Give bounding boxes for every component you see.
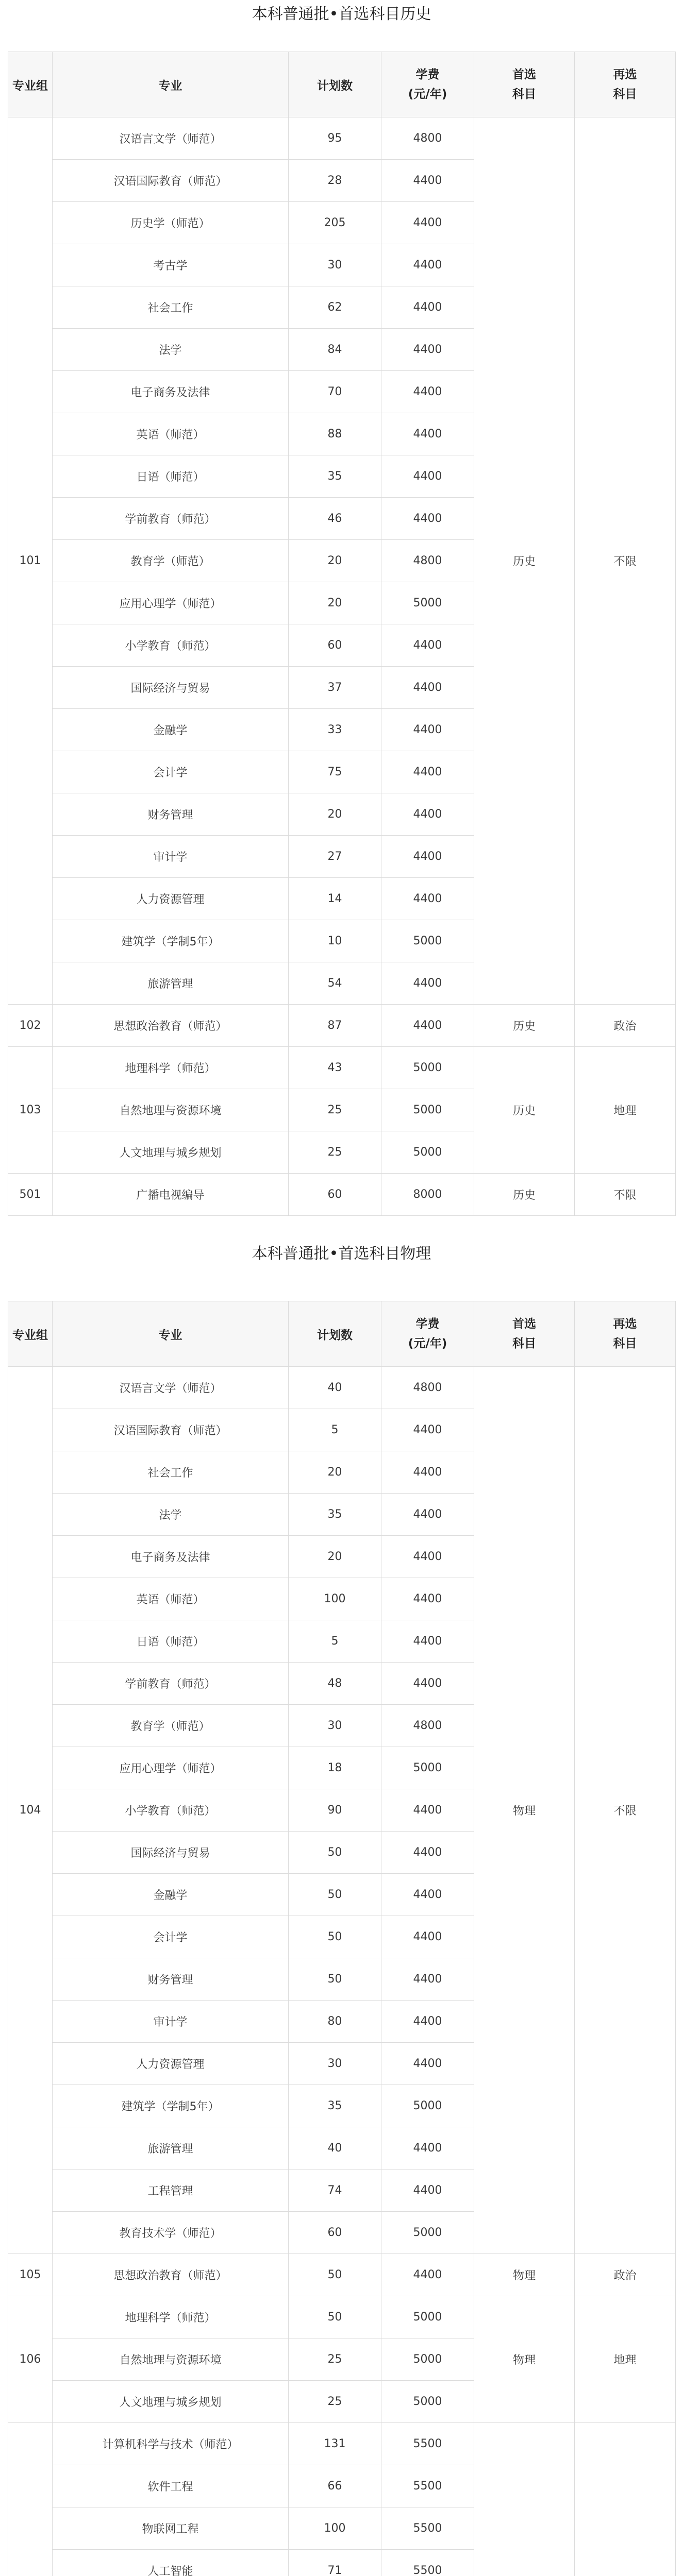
plan-count-cell: 46 xyxy=(289,498,381,540)
major-cell: 金融学 xyxy=(53,709,289,751)
tuition-cell: 5000 xyxy=(381,2212,474,2254)
tuition-cell: 4400 xyxy=(381,793,474,836)
first-subject-cell: 历史 xyxy=(474,1047,575,1174)
first-subject-cell: 历史 xyxy=(474,1174,575,1216)
header-re-line1: 再选 xyxy=(613,1317,637,1331)
plan-count-cell: 20 xyxy=(289,1451,381,1494)
tuition-cell: 4400 xyxy=(381,1916,474,1958)
header-re-line2: 科目 xyxy=(613,88,637,101)
table-row xyxy=(8,1005,676,1047)
tuition-cell: 5000 xyxy=(381,1131,474,1174)
major-cell: 金融学 xyxy=(53,1874,289,1916)
major-cell: 小学教育（师范） xyxy=(53,1789,289,1832)
major-cell: 人文地理与城乡规划 xyxy=(53,1131,289,1174)
plan-count-cell: 43 xyxy=(289,1047,381,1089)
tuition-cell: 4400 xyxy=(381,286,474,329)
tuition-cell: 4400 xyxy=(381,202,474,244)
tuition-cell: 5000 xyxy=(381,582,474,624)
major-cell: 会计学 xyxy=(53,1916,289,1958)
plan-count-cell: 60 xyxy=(289,624,381,667)
plan-table-history xyxy=(8,52,676,1216)
tuition-cell: 4400 xyxy=(381,371,474,413)
header-fee xyxy=(381,1301,474,1367)
major-cell: 汉语国际教育（师范） xyxy=(53,160,289,202)
plan-count-cell: 25 xyxy=(289,1089,381,1131)
plan-count-cell: 50 xyxy=(289,1832,381,1874)
table-row xyxy=(8,1367,676,1409)
major-cell: 自然地理与资源环境 xyxy=(53,2338,289,2381)
tuition-cell: 5000 xyxy=(381,920,474,962)
tuition-cell: 4400 xyxy=(381,498,474,540)
major-cell: 地理科学（师范） xyxy=(53,2296,289,2338)
major-cell: 汉语言文学（师范） xyxy=(53,117,289,160)
major-cell: 思想政治教育（师范） xyxy=(53,1005,289,1047)
group-code-cell: 105 xyxy=(8,2254,53,2296)
tuition-cell: 4400 xyxy=(381,455,474,498)
major-cell: 自然地理与资源环境 xyxy=(53,1089,289,1131)
tuition-cell: 4400 xyxy=(381,1409,474,1451)
plan-count-cell: 35 xyxy=(289,2085,381,2127)
header-fee-line2: (元/年) xyxy=(408,1337,447,1350)
re-subject-cell: 政治 xyxy=(575,2254,676,2296)
tuition-cell: 4400 xyxy=(381,1789,474,1832)
tuition-cell: 5500 xyxy=(381,2507,474,2550)
tuition-cell: 4400 xyxy=(381,1958,474,2001)
major-cell: 审计学 xyxy=(53,2001,289,2043)
major-cell: 日语（师范） xyxy=(53,1620,289,1663)
tuition-cell: 4400 xyxy=(381,1663,474,1705)
header-first-subject xyxy=(474,1301,575,1367)
plan-count-cell: 48 xyxy=(289,1663,381,1705)
tuition-cell: 5000 xyxy=(381,1747,474,1789)
tuition-cell: 4400 xyxy=(381,878,474,920)
plan-count-cell: 70 xyxy=(289,371,381,413)
major-cell: 应用心理学（师范） xyxy=(53,582,289,624)
major-cell: 历史学（师范） xyxy=(53,202,289,244)
tuition-cell: 4400 xyxy=(381,1620,474,1663)
major-cell: 法学 xyxy=(53,1494,289,1536)
plan-count-cell: 40 xyxy=(289,1367,381,1409)
major-cell: 财务管理 xyxy=(53,1958,289,2001)
header-re-line2: 科目 xyxy=(613,1337,637,1350)
tuition-cell: 4400 xyxy=(381,667,474,709)
header-first-line2: 科目 xyxy=(512,1337,536,1350)
major-cell: 教育技术学（师范） xyxy=(53,2212,289,2254)
table-row xyxy=(8,2254,676,2296)
plan-count-cell: 30 xyxy=(289,244,381,286)
major-cell: 会计学 xyxy=(53,751,289,793)
table-row xyxy=(8,1174,676,1216)
major-cell: 应用心理学（师范） xyxy=(53,1747,289,1789)
plan-count-cell: 30 xyxy=(289,2043,381,2085)
first-subject-cell: 物理 xyxy=(474,2296,575,2423)
tuition-cell: 4400 xyxy=(381,2254,474,2296)
section-title-2: 本科普通批•首选科目物理 xyxy=(252,1245,431,1263)
major-cell: 学前教育（师范） xyxy=(53,1663,289,1705)
tuition-cell: 4400 xyxy=(381,624,474,667)
plan-count-cell: 40 xyxy=(289,2127,381,2170)
plan-count-cell: 90 xyxy=(289,1789,381,1832)
plan-count-cell: 18 xyxy=(289,1747,381,1789)
tuition-cell: 4400 xyxy=(381,329,474,371)
first-subject-cell xyxy=(474,2423,575,2576)
tuition-cell: 4400 xyxy=(381,2043,474,2085)
first-subject-cell: 历史 xyxy=(474,1005,575,1047)
plan-count-cell: 80 xyxy=(289,2001,381,2043)
major-cell: 日语（师范） xyxy=(53,455,289,498)
plan-count-cell: 20 xyxy=(289,582,381,624)
first-subject-cell: 物理 xyxy=(474,1367,575,2254)
header-first-line2: 科目 xyxy=(512,88,536,101)
major-cell: 小学教育（师范） xyxy=(53,624,289,667)
major-cell: 审计学 xyxy=(53,836,289,878)
re-subject-cell xyxy=(575,2423,676,2576)
major-cell: 旅游管理 xyxy=(53,962,289,1005)
first-subject-cell: 历史 xyxy=(474,117,575,1005)
plan-count-cell: 20 xyxy=(289,793,381,836)
tuition-cell: 5000 xyxy=(381,1089,474,1131)
table-row xyxy=(8,117,676,160)
re-subject-cell: 地理 xyxy=(575,2296,676,2423)
tuition-cell: 4400 xyxy=(381,836,474,878)
tuition-cell: 4400 xyxy=(381,1005,474,1047)
header-fee-line1: 学费 xyxy=(415,1317,440,1331)
header-plan: 计划数 xyxy=(289,1301,381,1367)
tuition-cell: 4400 xyxy=(381,709,474,751)
header-major: 专业 xyxy=(53,1301,289,1367)
major-cell: 财务管理 xyxy=(53,793,289,836)
plan-count-cell: 75 xyxy=(289,751,381,793)
tuition-cell: 4400 xyxy=(381,1494,474,1536)
plan-count-cell: 14 xyxy=(289,878,381,920)
major-cell: 学前教育（师范） xyxy=(53,498,289,540)
plan-count-cell: 205 xyxy=(289,202,381,244)
major-cell: 社会工作 xyxy=(53,286,289,329)
plan-count-cell: 100 xyxy=(289,1578,381,1620)
plan-count-cell: 71 xyxy=(289,2550,381,2576)
major-cell: 英语（师范） xyxy=(53,413,289,455)
tuition-cell: 4800 xyxy=(381,1367,474,1409)
table-row xyxy=(8,2423,676,2465)
group-code-cell: 101 xyxy=(8,117,53,1005)
plan-count-cell: 5 xyxy=(289,1409,381,1451)
major-cell: 电子商务及法律 xyxy=(53,1536,289,1578)
tuition-cell: 4400 xyxy=(381,244,474,286)
plan-count-cell: 88 xyxy=(289,413,381,455)
group-code-cell: 102 xyxy=(8,1005,53,1047)
major-cell: 计算机科学与技术（师范） xyxy=(53,2423,289,2465)
tuition-cell: 4400 xyxy=(381,413,474,455)
tuition-cell: 4400 xyxy=(381,1578,474,1620)
header-row xyxy=(8,52,676,117)
tuition-cell: 4400 xyxy=(381,2170,474,2212)
plan-count-cell: 66 xyxy=(289,2465,381,2507)
plan-count-cell: 25 xyxy=(289,2381,381,2423)
tuition-cell: 4400 xyxy=(381,2127,474,2170)
plan-count-cell: 131 xyxy=(289,2423,381,2465)
header-first-line1: 首选 xyxy=(512,68,536,81)
plan-count-cell: 50 xyxy=(289,2296,381,2338)
plan-count-cell: 37 xyxy=(289,667,381,709)
first-subject-cell: 物理 xyxy=(474,2254,575,2296)
major-cell: 汉语国际教育（师范） xyxy=(53,1409,289,1451)
major-cell: 人力资源管理 xyxy=(53,2043,289,2085)
tuition-cell: 4400 xyxy=(381,2001,474,2043)
tuition-cell: 5000 xyxy=(381,2338,474,2381)
major-cell: 人文地理与城乡规划 xyxy=(53,2381,289,2423)
major-cell: 法学 xyxy=(53,329,289,371)
header-first-line1: 首选 xyxy=(512,1317,536,1331)
re-subject-cell: 不限 xyxy=(575,1174,676,1216)
major-cell: 软件工程 xyxy=(53,2465,289,2507)
tuition-cell: 5000 xyxy=(381,2085,474,2127)
tuition-cell: 4400 xyxy=(381,160,474,202)
header-fee xyxy=(381,52,474,117)
header-group: 专业组 xyxy=(8,52,53,117)
major-cell: 广播电视编导 xyxy=(53,1174,289,1216)
plan-count-cell: 60 xyxy=(289,2212,381,2254)
major-cell: 英语（师范） xyxy=(53,1578,289,1620)
header-row xyxy=(8,1301,676,1367)
header-group: 专业组 xyxy=(8,1301,53,1367)
header-major: 专业 xyxy=(53,52,289,117)
plan-count-cell: 87 xyxy=(289,1005,381,1047)
tuition-cell: 4800 xyxy=(381,1705,474,1747)
section-title-1: 本科普通批•首选科目历史 xyxy=(252,5,431,23)
plan-count-cell: 95 xyxy=(289,117,381,160)
major-cell: 国际经济与贸易 xyxy=(53,1832,289,1874)
plan-count-cell: 35 xyxy=(289,1494,381,1536)
plan-count-cell: 50 xyxy=(289,2254,381,2296)
tuition-cell: 4400 xyxy=(381,1536,474,1578)
tuition-cell: 4400 xyxy=(381,962,474,1005)
tuition-cell: 5000 xyxy=(381,2381,474,2423)
tuition-cell: 5000 xyxy=(381,2296,474,2338)
header-fee-line2: (元/年) xyxy=(408,88,447,101)
group-code-cell: 106 xyxy=(8,2296,53,2423)
tuition-cell: 5500 xyxy=(381,2423,474,2465)
major-cell: 考古学 xyxy=(53,244,289,286)
major-cell: 人工智能 xyxy=(53,2550,289,2576)
table-row xyxy=(8,2296,676,2338)
plan-count-cell: 33 xyxy=(289,709,381,751)
plan-table-physics xyxy=(8,1301,676,2576)
tuition-cell: 4400 xyxy=(381,1451,474,1494)
header-re-subject xyxy=(575,52,676,117)
plan-count-cell: 28 xyxy=(289,160,381,202)
plan-count-cell: 35 xyxy=(289,455,381,498)
plan-count-cell: 50 xyxy=(289,1874,381,1916)
header-fee-line1: 学费 xyxy=(415,68,440,81)
plan-count-cell: 60 xyxy=(289,1174,381,1216)
header-re-subject xyxy=(575,1301,676,1367)
tuition-cell: 4400 xyxy=(381,751,474,793)
tuition-cell: 8000 xyxy=(381,1174,474,1216)
re-subject-cell: 地理 xyxy=(575,1047,676,1174)
tuition-cell: 4800 xyxy=(381,117,474,160)
major-cell: 教育学（师范） xyxy=(53,1705,289,1747)
tuition-cell: 5000 xyxy=(381,1047,474,1089)
major-cell: 汉语言文学（师范） xyxy=(53,1367,289,1409)
major-cell: 教育学（师范） xyxy=(53,540,289,582)
plan-count-cell: 74 xyxy=(289,2170,381,2212)
major-cell: 电子商务及法律 xyxy=(53,371,289,413)
plan-count-cell: 25 xyxy=(289,2338,381,2381)
re-subject-cell: 不限 xyxy=(575,117,676,1005)
tuition-cell: 4800 xyxy=(381,540,474,582)
plan-count-cell: 27 xyxy=(289,836,381,878)
tuition-cell: 4400 xyxy=(381,1832,474,1874)
major-cell: 建筑学（学制5年） xyxy=(53,2085,289,2127)
plan-count-cell: 50 xyxy=(289,1958,381,2001)
plan-count-cell: 10 xyxy=(289,920,381,962)
plan-count-cell: 100 xyxy=(289,2507,381,2550)
plan-count-cell: 54 xyxy=(289,962,381,1005)
group-code-cell: 104 xyxy=(8,1367,53,2254)
plan-count-cell: 20 xyxy=(289,540,381,582)
tuition-cell: 5500 xyxy=(381,2550,474,2576)
major-cell: 建筑学（学制5年） xyxy=(53,920,289,962)
major-cell: 思想政治教育（师范） xyxy=(53,2254,289,2296)
group-code-cell: 103 xyxy=(8,1047,53,1174)
plan-count-cell: 84 xyxy=(289,329,381,371)
plan-count-cell: 20 xyxy=(289,1536,381,1578)
major-cell: 工程管理 xyxy=(53,2170,289,2212)
re-subject-cell: 政治 xyxy=(575,1005,676,1047)
header-plan: 计划数 xyxy=(289,52,381,117)
re-subject-cell: 不限 xyxy=(575,1367,676,2254)
tuition-cell: 5500 xyxy=(381,2465,474,2507)
plan-count-cell: 30 xyxy=(289,1705,381,1747)
header-re-line1: 再选 xyxy=(613,68,637,81)
major-cell: 地理科学（师范） xyxy=(53,1047,289,1089)
major-cell: 人力资源管理 xyxy=(53,878,289,920)
header-first-subject xyxy=(474,52,575,117)
plan-count-cell: 5 xyxy=(289,1620,381,1663)
plan-count-cell: 62 xyxy=(289,286,381,329)
plan-count-cell: 50 xyxy=(289,1916,381,1958)
plan-count-cell: 25 xyxy=(289,1131,381,1174)
group-code-cell: 501 xyxy=(8,1174,53,1216)
table-row xyxy=(8,1047,676,1089)
major-cell: 社会工作 xyxy=(53,1451,289,1494)
tuition-cell: 4400 xyxy=(381,1874,474,1916)
major-cell: 国际经济与贸易 xyxy=(53,667,289,709)
group-code-cell xyxy=(8,2423,53,2576)
major-cell: 旅游管理 xyxy=(53,2127,289,2170)
major-cell: 物联网工程 xyxy=(53,2507,289,2550)
